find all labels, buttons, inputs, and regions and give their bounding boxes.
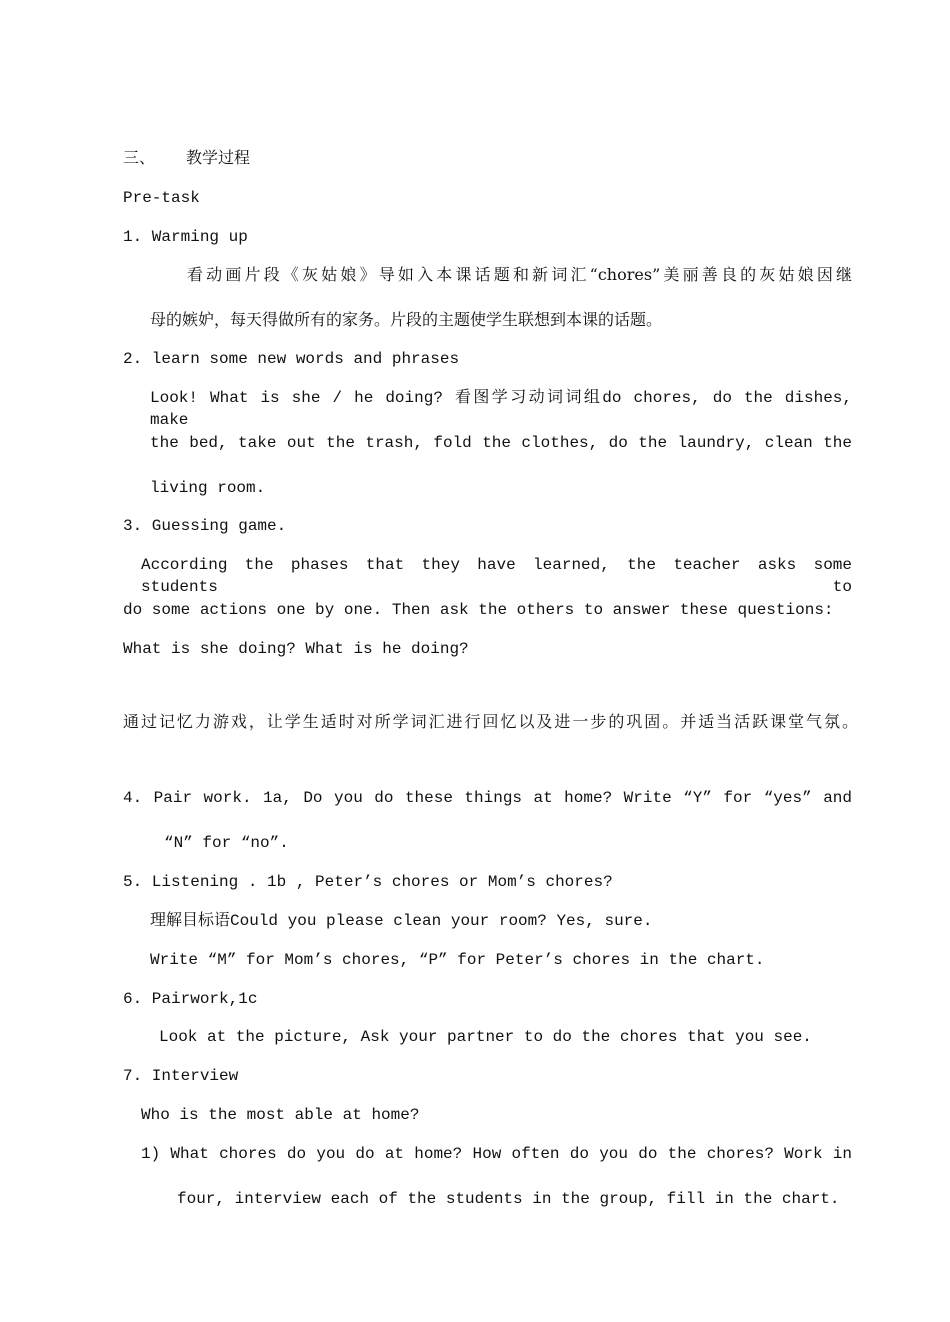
item-1-heading: 1. Warming up — [123, 228, 248, 246]
item-2-heading: 2. learn some new words and phrases — [123, 350, 460, 368]
item-3-para-line2: do some actions one by one. Then ask the others to answer these questions: — [123, 601, 834, 619]
item-7-para-line2: 1) What chores do you do at home? How often do you do the chores? Work in — [141, 1145, 852, 1163]
section-number: 三、 — [123, 148, 156, 167]
item-7-heading: 7. Interview — [123, 1067, 239, 1085]
item-5-para-line2: Write “M” for Mom’s chores, “P” for Peter’s chores in the chart. — [150, 951, 765, 969]
item-4-line2: “N” for “no”. — [164, 834, 289, 852]
section-title: 教学过程 — [186, 148, 251, 167]
item-7-para-line3: four, interview each of the students in the group, fill in the chart. — [177, 1190, 840, 1208]
item-5-para-line1: 理解目标语Could you please clean your room? Yes, sure. — [150, 912, 653, 930]
item-3-para-line1: According the phases that they have learned, the teacher asks some students to — [141, 556, 852, 596]
item-2-para-line2: the bed, take out the trash, fold the clothes, do the laundry, clean the — [150, 434, 852, 452]
pretask-heading: Pre-task — [123, 189, 200, 207]
item-3-note: 通过记忆力游戏，让学生适时对所学词汇进行回忆以及进一步的巩固。并适当活跃课堂气氛。 — [123, 712, 858, 731]
item-3-para-line3: What is she doing? What is he doing? — [123, 640, 469, 658]
item-1-para-line2: 母的嫉妒，每天得做所有的家务。片段的主题使学生联想到本课的话题。 — [150, 310, 663, 329]
item-2-para-line1: Look! What is she / he doing? 看图学习动词词组do chores, do the dishes, make — [150, 389, 852, 429]
item-5-heading: 5. Listening . 1b , Peter’s chores or Mom’s chores? — [123, 873, 613, 891]
item-6-para-line1: Look at the picture, Ask your partner to do the chores that you see. — [159, 1028, 812, 1046]
item-3-heading: 3. Guessing game. — [123, 517, 287, 535]
item-2-para-line3: living room. — [150, 479, 266, 497]
item-4-line1: 4. Pair work. 1a, Do you do these things at home? Write “Y” for “yes” and — [123, 789, 852, 807]
item-6-heading: 6. Pairwork,1c — [123, 990, 258, 1008]
item-1-para-line1: 看动画片段《灰姑娘》导如入本课话题和新词汇“chores”美丽善良的灰姑娘因继 — [187, 265, 852, 284]
item-7-para-line1: Who is the most able at home? — [141, 1106, 420, 1124]
